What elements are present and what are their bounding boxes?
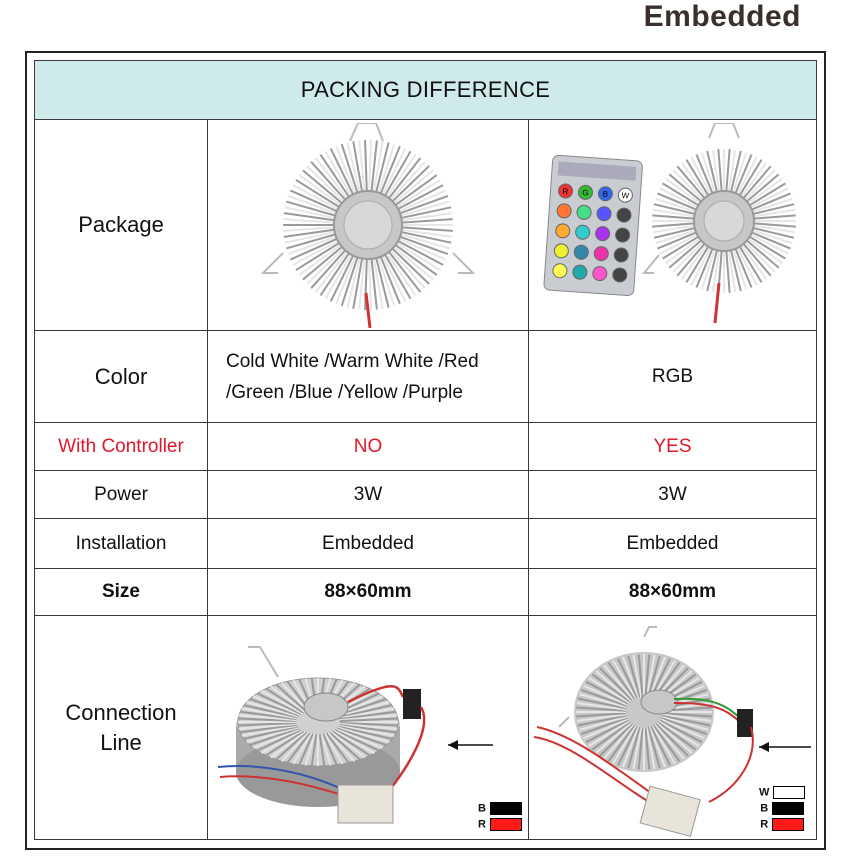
power-label: Power bbox=[35, 471, 208, 519]
remote-and-heatsink-icon bbox=[529, 123, 817, 328]
remote-key bbox=[592, 266, 607, 281]
remote-key bbox=[595, 226, 610, 241]
controller-row bbox=[35, 423, 817, 471]
package-image-rgb bbox=[529, 120, 817, 331]
remote-key bbox=[597, 206, 612, 221]
legend-swatch-red bbox=[490, 818, 522, 831]
package-row bbox=[35, 120, 817, 331]
remote-key-label: B bbox=[602, 189, 609, 199]
controller-right: YES bbox=[529, 423, 817, 471]
color-left-line2: /Green /Blue /Yellow /Purple bbox=[226, 381, 463, 403]
remote-key-label: G bbox=[582, 187, 589, 198]
heatsink-fin bbox=[365, 140, 367, 191]
remote-key bbox=[617, 207, 632, 222]
installation-label: Installation bbox=[35, 519, 208, 569]
wire-legend-right bbox=[759, 786, 805, 831]
power-row bbox=[35, 471, 817, 519]
controller-label: With Controller bbox=[35, 423, 208, 471]
installation-row bbox=[35, 519, 817, 569]
legend-letter: R bbox=[760, 818, 769, 831]
remote-key bbox=[594, 246, 609, 261]
remote-key bbox=[554, 243, 569, 258]
page-title: Embedded bbox=[643, 0, 801, 33]
packing-difference-table bbox=[34, 60, 817, 840]
size-row bbox=[35, 569, 817, 616]
size-label: Size bbox=[35, 569, 208, 616]
remote-key bbox=[552, 263, 567, 278]
connection-label-line2: Line bbox=[100, 729, 142, 755]
remote-key bbox=[572, 264, 587, 279]
size-left: 88×60mm bbox=[208, 569, 529, 616]
remote-key bbox=[577, 204, 592, 219]
legend-swatch-red bbox=[772, 818, 804, 831]
color-right: RGB bbox=[529, 331, 817, 423]
table-header-row bbox=[35, 61, 817, 120]
legend-letter: R bbox=[478, 818, 486, 831]
controller-left: NO bbox=[208, 423, 529, 471]
remote-key bbox=[612, 267, 627, 282]
color-row bbox=[35, 331, 817, 423]
color-left-line1: Cold White /Warm White /Red bbox=[226, 350, 479, 372]
wire-legend-left bbox=[478, 802, 522, 831]
legend-letter: B bbox=[760, 802, 769, 815]
remote-key bbox=[555, 223, 570, 238]
remote-key bbox=[615, 227, 630, 242]
connection-label-line1: Connection bbox=[65, 699, 177, 725]
remote-key-label: R bbox=[562, 186, 569, 196]
legend-letter: B bbox=[478, 802, 486, 815]
heatsink-light-icon bbox=[258, 123, 478, 328]
package-image-single bbox=[208, 120, 529, 331]
connection-row bbox=[35, 616, 817, 840]
connection-label bbox=[35, 616, 208, 840]
remote-key bbox=[574, 244, 589, 259]
installation-left: Embedded bbox=[208, 519, 529, 569]
legend-swatch-white bbox=[773, 786, 805, 799]
installation-right: Embedded bbox=[529, 519, 817, 569]
heatsink-fin bbox=[369, 140, 371, 191]
package-label: Package bbox=[35, 120, 208, 331]
remote-key bbox=[557, 203, 572, 218]
remote-key bbox=[614, 247, 629, 262]
remote-key bbox=[575, 224, 590, 239]
legend-swatch-black bbox=[772, 802, 804, 815]
heatsink-fin bbox=[369, 258, 371, 309]
connection-image-rgb bbox=[529, 616, 817, 840]
legend-swatch-black bbox=[490, 802, 522, 815]
power-right: 3W bbox=[529, 471, 817, 519]
power-left: 3W bbox=[208, 471, 529, 519]
remote-key-label: W bbox=[621, 190, 630, 200]
color-left bbox=[208, 331, 529, 423]
table-header: PACKING DIFFERENCE bbox=[35, 61, 817, 120]
connection-image-single bbox=[208, 616, 529, 840]
size-right: 88×60mm bbox=[529, 569, 817, 616]
legend-letter: W bbox=[759, 786, 770, 799]
color-label: Color bbox=[35, 331, 208, 423]
